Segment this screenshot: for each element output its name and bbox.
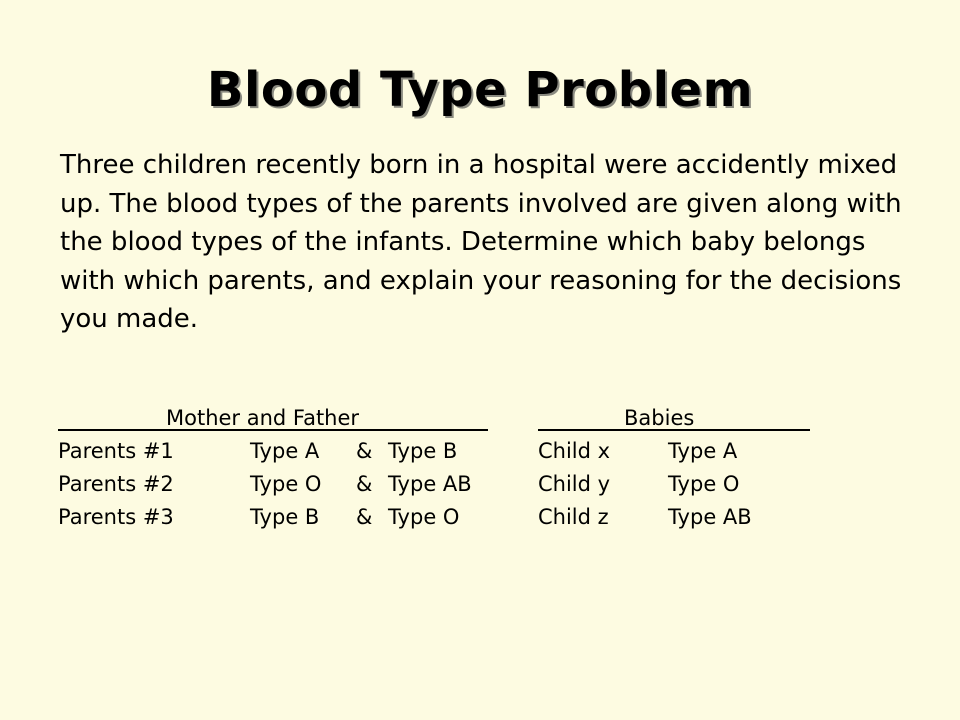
- mother-type: Type B: [250, 505, 320, 529]
- baby-type: Type AB: [668, 505, 752, 529]
- child-label: Child y: [538, 472, 611, 496]
- blood-type-table: [58, 402, 918, 534]
- baby-type: Type O: [668, 472, 740, 496]
- parents-label: Parents #1: [58, 439, 174, 463]
- table-row: [58, 468, 918, 501]
- header-mother-father: [58, 402, 488, 431]
- mother-type: Type A: [250, 439, 320, 463]
- child-label: Child x: [538, 439, 611, 463]
- baby-type: Type A: [668, 439, 738, 463]
- table-row: [58, 501, 918, 534]
- header-babies-label: Babies: [624, 406, 695, 430]
- ampersand: &: [356, 505, 373, 529]
- father-type: Type O: [388, 505, 460, 529]
- parents-label: Parents #2: [58, 472, 174, 496]
- slide-title: Blood Type Problem: [206, 62, 754, 118]
- table-header-row: [58, 402, 918, 435]
- father-type: Type AB: [388, 472, 472, 496]
- header-babies: [538, 402, 810, 431]
- parents-label: Parents #3: [58, 505, 174, 529]
- problem-paragraph: Three children recently born in a hospital were accidently mixed up. The blood types of the parents involved are given along with the blood types of the infants. Determine which baby belongs with which parents, and explain your reasoning for the decisions you made.: [60, 150, 902, 335]
- header-mother-father-label: Mother and Father: [166, 406, 360, 430]
- table-row: [58, 435, 918, 468]
- ampersand: &: [356, 472, 373, 496]
- father-type: Type B: [388, 439, 458, 463]
- ampersand: &: [356, 439, 373, 463]
- mother-type: Type O: [250, 472, 322, 496]
- child-label: Child z: [538, 505, 609, 529]
